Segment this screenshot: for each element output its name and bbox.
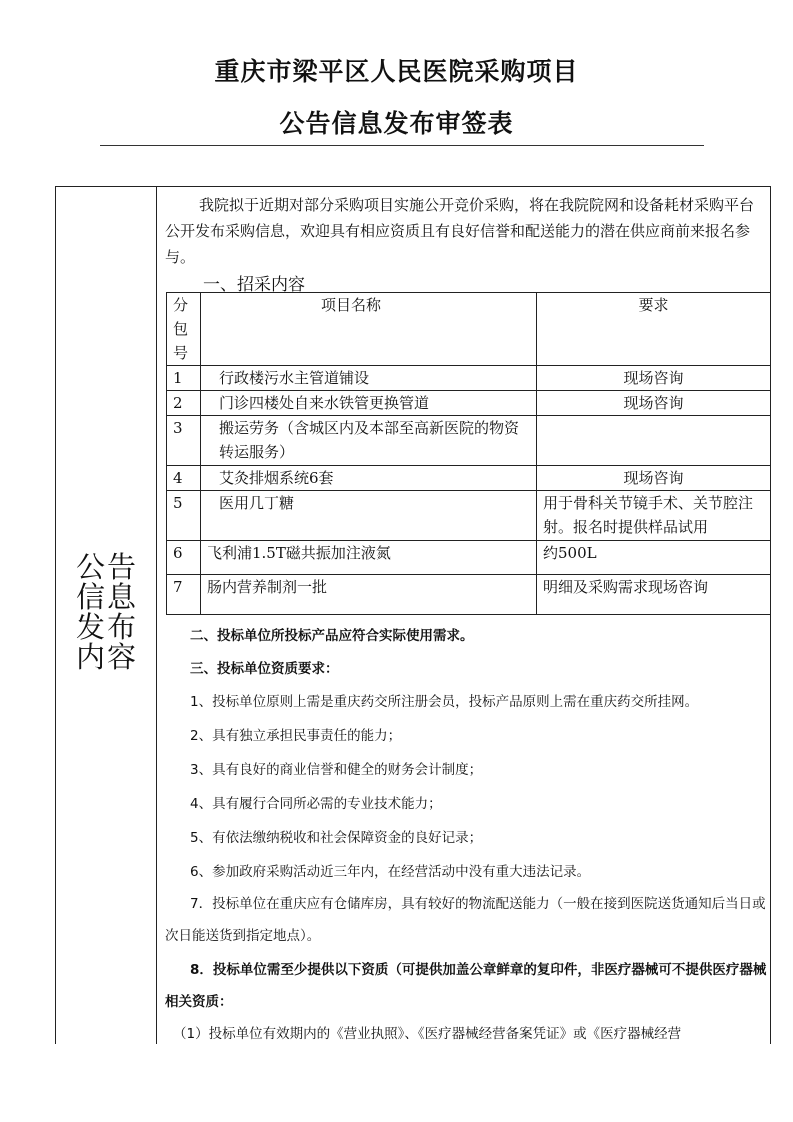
procurement-table: [166, 292, 771, 615]
title-divider: [100, 145, 704, 146]
document-title: 重庆市梁平区人民医院采购项目: [214, 57, 579, 86]
row-no: 5: [167, 491, 201, 541]
row-no: 4: [167, 466, 201, 491]
requirement-8: 8．投标单位需至少提供以下资质（可提供加盖公章鲜章的复印件，非医疗器械可不提供医疗器械相关资质：: [165, 962, 767, 1010]
row-item: 艾灸排烟系统6套: [200, 466, 536, 491]
row-item: 肠内营养制剂一批: [200, 575, 536, 615]
document-subtitle: 公告信息发布审签表: [279, 109, 514, 138]
requirement-1: 1、投标单位原则上需是重庆药交所注册会员，投标产品原则上需在重庆药交所挂网。: [190, 694, 699, 710]
requirement-8-1: （1）投标单位有效期内的《营业执照》、《医疗器械经营备案凭证》或《医疗器械经营: [173, 1026, 682, 1042]
row-item: 门诊四楼处自来水铁管更换管道: [200, 391, 536, 416]
header-item-name: 项目名称: [200, 293, 536, 366]
row-item: 行政楼污水主管道铺设: [200, 366, 536, 391]
section-heading-3: 三、投标单位资质要求：: [190, 661, 339, 677]
table-row: [167, 575, 771, 615]
row-item: 飞利浦1.5T磁共振加注液氮: [200, 541, 536, 575]
row-requirement: 约500L: [537, 541, 771, 575]
intro-paragraph: 我院拟于近期对部分采购项目实施公开竞价采购，将在我院院网和设备耗材采购平台公开发布采购信息，欢迎具有相应资质且有良好信誉和配送能力的潜在供应商前来报名参与。: [165, 196, 755, 266]
table-row: [167, 416, 771, 466]
requirement-6: 6、参加政府采购活动近三年内，在经营活动中没有重大违法记录。: [190, 864, 591, 880]
requirement-5: 5、有依法缴纳税收和社会保障资金的良好记录；: [190, 830, 483, 846]
section-heading-2: 二、投标单位所投标产品应符合实际使用需求。: [190, 628, 474, 644]
row-no: 6: [167, 541, 201, 575]
table-row: [167, 541, 771, 575]
table-header-row: [167, 293, 771, 366]
header-requirement: 要求: [537, 293, 771, 366]
header-package-no: 分包号: [167, 293, 201, 366]
row-requirement: 现场咨询: [537, 366, 771, 391]
requirement-3: 3、具有良好的商业信誉和健全的财务会计制度；: [190, 762, 483, 778]
row-no: 1: [167, 366, 201, 391]
section-heading-1: 一、招采内容: [203, 275, 305, 295]
row-no: 3: [167, 416, 201, 466]
row-no: 2: [167, 391, 201, 416]
row-item: 搬运劳务（含城区内及本部至高新医院的物资转运服务）: [200, 416, 536, 466]
row-item: 医用几丁糖: [200, 491, 536, 541]
row-requirement: 现场咨询: [537, 466, 771, 491]
table-row: [167, 466, 771, 491]
row-requirement: [537, 416, 771, 466]
table-row: [167, 391, 771, 416]
row-requirement: 用于骨科关节镜手术、关节腔注射。报名时提供样品试用: [537, 491, 771, 541]
requirement-2: 2、具有独立承担民事责任的能力；: [190, 728, 402, 744]
row-no: 7: [167, 575, 201, 615]
side-label: 公告信息发布内容: [76, 550, 139, 674]
table-row: [167, 491, 771, 541]
row-requirement: 明细及采购需求现场咨询: [537, 575, 771, 615]
requirement-4: 4、具有履行合同所必需的专业技术能力；: [190, 796, 442, 812]
requirement-7: 7．投标单位在重庆应有仓储库房，具有较好的物流配送能力（一般在接到医院送货通知后当日或次日能送货到指定地点）。: [165, 896, 766, 944]
row-requirement: 现场咨询: [537, 391, 771, 416]
table-row: [167, 366, 771, 391]
